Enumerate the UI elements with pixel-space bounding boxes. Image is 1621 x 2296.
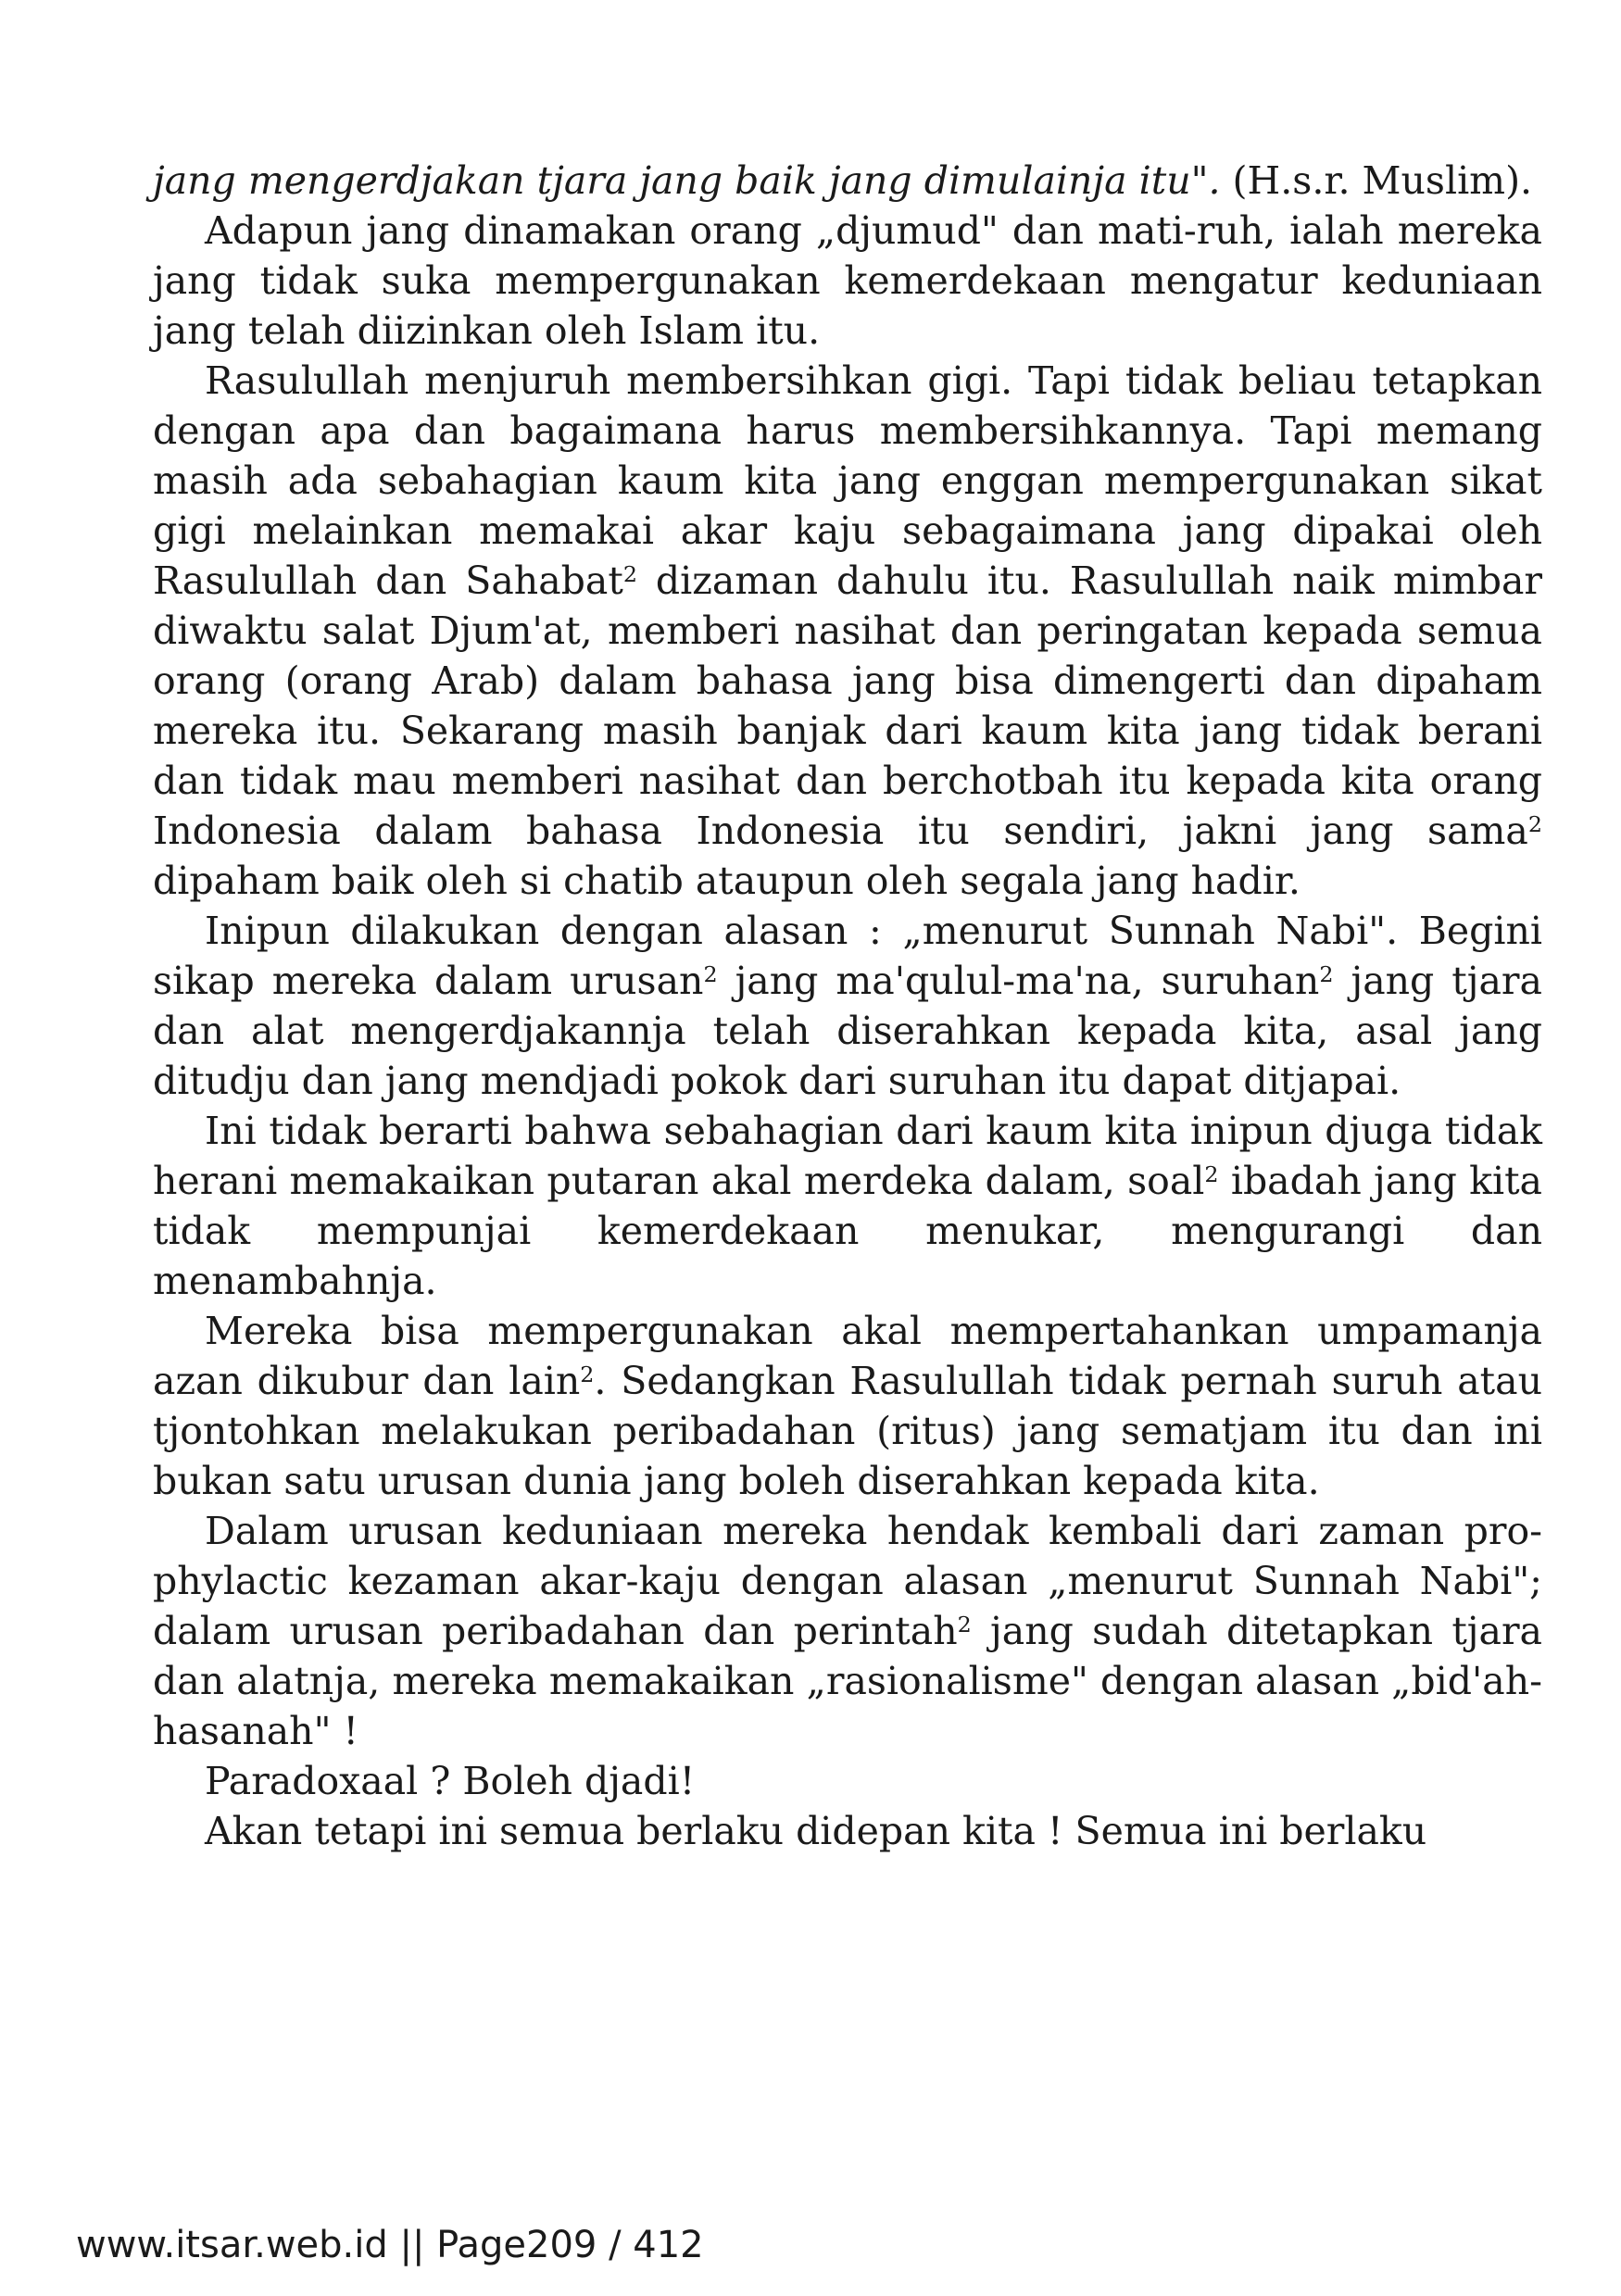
superscript-2: 2 — [1319, 960, 1334, 987]
text-segment: Paradoxaal ? Boleh djadi! — [205, 1759, 696, 1803]
text-segment: Inipun dilakukan dengan alasan : „menurut Sunnah Nabi". Begini sikap mereka dalam urusan — [153, 909, 1542, 1003]
footer-page-total: 412 — [633, 2224, 704, 2266]
superscript-2: 2 — [1527, 810, 1542, 837]
superscript-2: 2 — [580, 1361, 595, 1387]
superscript-2: 2 — [957, 1611, 972, 1637]
superscript-2: 2 — [703, 960, 718, 987]
superscript-2: 2 — [1204, 1161, 1219, 1187]
text-segment: Dalam urusan keduniaan mereka hendak kembali dari zaman prophylactic kezaman akar-kaju dengan alasan „menurut Sunnah Nabi"; dalam urusan peribadahan dan perintah — [153, 1509, 1542, 1653]
footer-page-separator: / — [597, 2224, 634, 2266]
text-segment: Adapun jang dinamakan orang „djumud" dan mati-ruh, ialah mereka jang tidak suka mempergunakan kemerdekaan mengatur keduniaan jang telah diizinkan oleh Islam itu. — [153, 208, 1542, 353]
superscript-2: 2 — [622, 560, 637, 587]
paragraph-5 — [153, 1106, 1542, 1306]
paragraph-7 — [153, 1506, 1542, 1756]
footer-site-link[interactable]: www.itsar.web.id — [76, 2224, 388, 2266]
text-segment: . Sedangkan Rasulullah tidak pernah suruh atau tjontohkan melakukan peribadahan (ritus) jang sematjam itu dan ini bukan satu urusan dunia jang boleh diserahkan kepada kita. — [153, 1359, 1542, 1503]
footer-page-label: Page — [436, 2224, 526, 2266]
text-segment: (H.s.r. Muslim). — [1220, 158, 1533, 203]
page-body — [153, 156, 1542, 1856]
text-segment: jang tjara dan alat mengerdjakannja telah diserahkan kepada kita, asal jang ditudju dan jang mendjadi pokok dari suruhan itu dapat ditjapai. — [153, 959, 1542, 1103]
text-segment: jang ma'qulul-ma'na, suruhan — [717, 959, 1320, 1003]
text-segment: ibadah jang kita tidak mempunjai kemerdekaan menukar, mengurangi dan menambahnja. — [153, 1159, 1542, 1303]
text-segment: jang sudah ditetapkan tjara dan alatnja, mereka memakaikan „rasionalisme" dengan alasan „bid'ah-hasanah" ! — [153, 1609, 1542, 1753]
text-segment: dizaman dahulu itu. Rasulullah naik mimbar diwaktu salat Djum'at, memberi nasihat dan peringatan kepada semua orang (orang Arab) dalam bahasa jang bisa dimengerti dan dipaham mereka itu. Sekarang masih banjak dari kaum kita jang tidak berani dan tidak mau memberi nasihat dan berchotbah itu kepada kita orang Indonesia dalam bahasa Indonesia itu sendiri, jakni jang sama — [153, 558, 1542, 853]
paragraph-3 — [153, 356, 1542, 906]
paragraph-6 — [153, 1306, 1542, 1506]
paragraph-9 — [153, 1806, 1542, 1856]
footer-page-current: 209 — [526, 2224, 597, 2266]
text-segment: Rasulullah menjuruh membersihkan gigi. Tapi tidak beliau tetapkan dengan apa dan bagaimana harus membersihkannya. Tapi memang masih ada sebahagian kaum kita jang enggan mempergunakan sikat gigi melainkan memakai akar kaju sebagaimana jang dipakai oleh Rasulullah dan Sahabat — [153, 358, 1542, 603]
paragraph-8 — [153, 1756, 1542, 1806]
text-segment: Ini tidak berarti bahwa sebahagian dari kaum kita inipun djuga tidak herani memakaikan putaran akal merdeka dalam, soal — [153, 1109, 1542, 1203]
text-segment: Mereka bisa mempergunakan akal mempertahankan umpamanja azan dikubur dan lain — [153, 1309, 1542, 1403]
paragraph-4 — [153, 906, 1542, 1106]
paragraph-2 — [153, 206, 1542, 356]
text-segment: dipaham baik oleh si chatib ataupun oleh segala jang hadir. — [153, 859, 1301, 903]
paragraph-1 — [153, 156, 1542, 206]
footer-separator: || — [387, 2224, 437, 2266]
page-footer — [76, 2223, 704, 2267]
text-segment: Akan tetapi ini semua berlaku didepan kita ! Semua ini berlaku — [205, 1809, 1427, 1853]
text-segment: jang mengerdjakan tjara jang baik jang dimulainja itu". — [153, 158, 1221, 203]
